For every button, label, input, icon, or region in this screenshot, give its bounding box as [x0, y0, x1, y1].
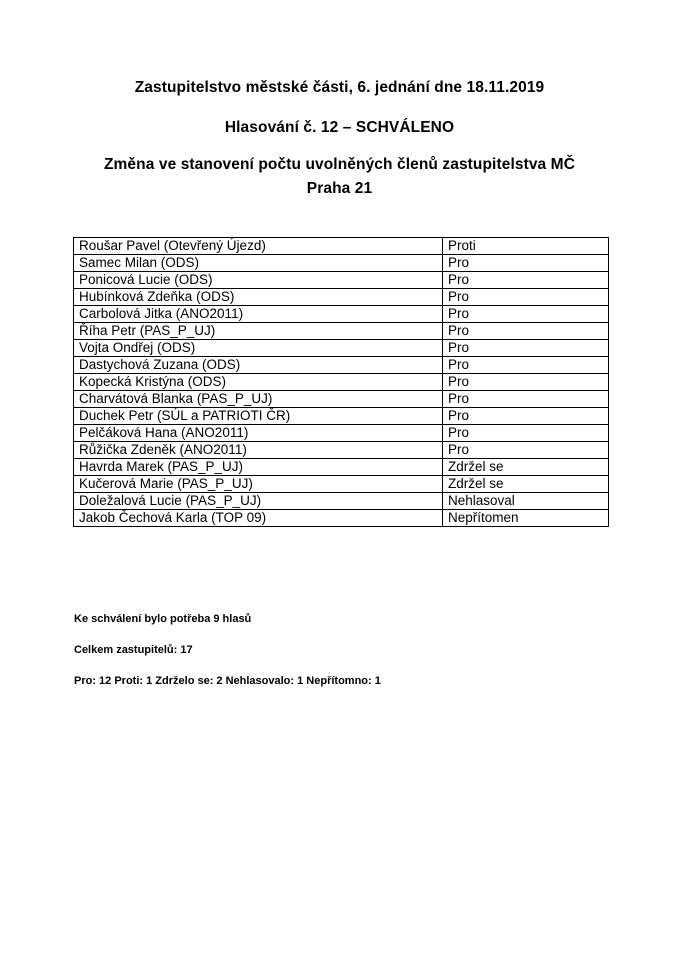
vote-table-row — [74, 340, 609, 357]
member-vote-cell: Nepřítomen — [443, 510, 609, 527]
agenda-item-title-line1: Změna ve stanovení počtu uvolněných členů zastupitelstva MČ — [103, 156, 575, 173]
vote-table-row — [74, 391, 609, 408]
member-name-cell: Kučerová Marie (PAS_P_UJ) — [74, 476, 443, 493]
member-vote-cell: Zdržel se — [443, 459, 609, 476]
member-name-cell: Roušar Pavel (Otevřený Újezd) — [74, 238, 443, 255]
member-name-cell: Doležalová Lucie (PAS_P_UJ) — [74, 493, 443, 510]
member-vote-cell: Pro — [443, 425, 609, 442]
vote-table-row — [74, 289, 609, 306]
vote-table-row — [74, 442, 609, 459]
member-name-cell: Hubínková Zdeňka (ODS) — [74, 289, 443, 306]
member-vote-cell: Pro — [443, 357, 609, 374]
member-name-cell: Říha Petr (PAS_P_UJ) — [74, 323, 443, 340]
member-name-cell: Havrda Marek (PAS_P_UJ) — [74, 459, 443, 476]
vote-table-row — [74, 357, 609, 374]
member-name-cell: Charvátová Blanka (PAS_P_UJ) — [74, 391, 443, 408]
total-members-line: Celkem zastupitelů: 17 — [74, 644, 193, 656]
vote-table-row — [74, 493, 609, 510]
tally-line: Pro: 12 Proti: 1 Zdrželo se: 2 Nehlasovalo: 1 Nepřítomno: 1 — [74, 675, 381, 687]
member-vote-cell: Pro — [443, 289, 609, 306]
vote-table-row — [74, 323, 609, 340]
vote-table-row — [74, 238, 609, 255]
member-vote-cell: Pro — [443, 408, 609, 425]
vote-summary — [74, 614, 381, 707]
member-name-cell: Růžička Zdeněk (ANO2011) — [74, 442, 443, 459]
member-vote-cell: Pro — [443, 306, 609, 323]
vote-table-row — [74, 425, 609, 442]
member-name-cell: Pelčáková Hana (ANO2011) — [74, 425, 443, 442]
vote-table-row — [74, 408, 609, 425]
member-name-cell: Kopecká Kristýna (ODS) — [74, 374, 443, 391]
member-name-cell: Duchek Petr (SÚL a PATRIOTI ČR) — [74, 408, 443, 425]
vote-table-row — [74, 374, 609, 391]
vote-table-row — [74, 306, 609, 323]
member-vote-cell: Pro — [443, 391, 609, 408]
member-vote-cell: Pro — [443, 374, 609, 391]
meeting-title: Zastupitelstvo městské části, 6. jednání dne 18.11.2019 — [134, 79, 545, 96]
member-name-cell: Jakob Čechová Karla (TOP 09) — [74, 510, 443, 527]
member-vote-cell: Pro — [443, 442, 609, 459]
vote-table-row — [74, 476, 609, 493]
agenda-item-title-line2: Praha 21 — [306, 180, 373, 197]
vote-table-container — [73, 237, 608, 527]
vote-table-row — [74, 459, 609, 476]
member-name-cell: Ponicová Lucie (ODS) — [74, 272, 443, 289]
member-name-cell: Dastychová Zuzana (ODS) — [74, 357, 443, 374]
vote-table — [73, 237, 609, 527]
vote-table-row — [74, 272, 609, 289]
member-vote-cell: Pro — [443, 255, 609, 272]
member-vote-cell: Proti — [443, 238, 609, 255]
vote-table-row — [74, 255, 609, 272]
vote-number-result-title: Hlasování č. 12 – SCHVÁLENO — [224, 119, 455, 136]
member-vote-cell: Pro — [443, 272, 609, 289]
member-vote-cell: Nehlasoval — [443, 493, 609, 510]
member-vote-cell: Zdržel se — [443, 476, 609, 493]
member-vote-cell: Pro — [443, 323, 609, 340]
vote-table-row — [74, 510, 609, 527]
member-vote-cell: Pro — [443, 340, 609, 357]
member-name-cell: Vojta Ondřej (ODS) — [74, 340, 443, 357]
required-votes-line: Ke schválení bylo potřeba 9 hlasů — [74, 613, 252, 625]
member-name-cell: Samec Milan (ODS) — [74, 255, 443, 272]
member-name-cell: Carbolová Jitka (ANO2011) — [74, 306, 443, 323]
